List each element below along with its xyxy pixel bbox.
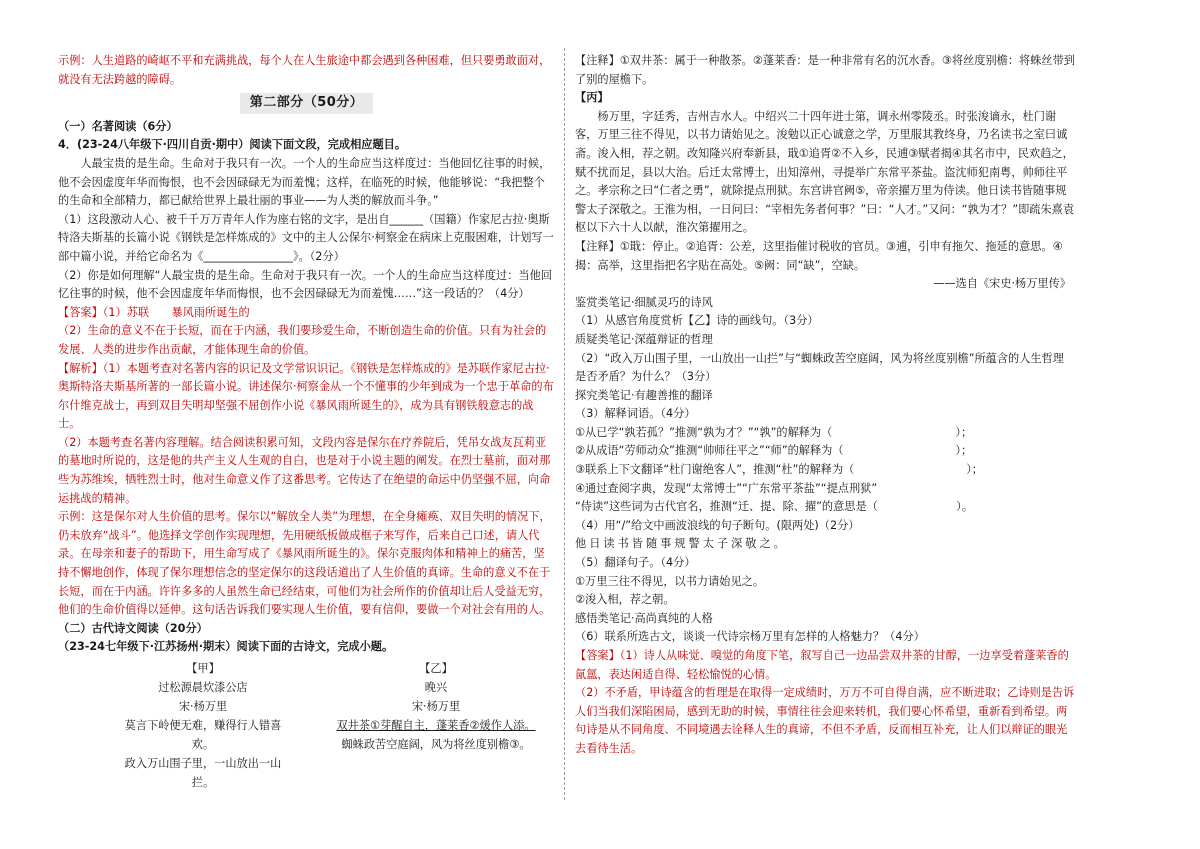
column-divider <box>564 48 565 800</box>
subheading-questioning: 质疑类笔记·深蕴辩证的哲理 <box>575 332 713 346</box>
poems-block <box>58 659 555 789</box>
poem-yi-title: 晚兴 <box>424 681 448 694</box>
question-3-item-4b: “侍读”这些词为古代官名，推测“迁、提、除、擢”的意思是（ ）。 <box>575 500 973 514</box>
example-previous-answer: 示例：人生道路的崎岖不平和充满挑战，每个人在人生旅途中都会遇到各种困难，但只要勇敢面对，就没有无法跨越的障碍。 <box>58 54 551 86</box>
part-two-title: 第二部分（50分） <box>58 93 555 114</box>
poem-jia-line-2: 政入万山围子里，一山放出一山拦。 <box>124 757 282 789</box>
question-5-item-2: ②浚入相，荐之朝。 <box>575 593 675 607</box>
right-column <box>575 52 1075 759</box>
bing-passage: 杨万里，字廷秀，吉州吉水人。中绍兴二十四年进士第，调永州零陵丞。时张浚谪永，杜门谢客，万里三往不得见，以书力请始见之。浚勉以正心诚意之学，万里服其教终身，乃名读书之室曰诚斋。浚入相，荐之朝。改知隆兴府奉新县，戢①追胥②不入乡，民逋③赋者揭④其名市中，民欢趋之，赋不扰而足，县以大治。后迁太常博士，出知漳州，寻提举广东常平茶盐。盗沈师犯南粤，帅师往平之。孝宗称之曰“仁者之勇”，就除提点刑狱。东宫讲官阙⑤，帝亲擢万里为侍读。他日读书皆随事规警太子深敬之。王淮为相，一日问曰：“宰相先务者何事？”曰：“人才。”又问：“孰为才？”即疏朱熹袁枢以下六十人以献，淮次第擢用之。 <box>575 109 1075 235</box>
notes-poem-yi: 【注释】①双井茶：属于一种散茶。②蓬莱香：是一种非常有名的沉水香。③将丝度别檐：将蛛丝带到了别的屋檐下。 <box>575 54 1075 86</box>
analysis-text-2: （2）本题考查名著内容理解。结合阅读积累可知，文段内容是保尔在疗养院后，凭吊女战友瓦莉亚的墓地时所说的，这是他的共产主义人生观的自白，也是对于小说主题的阐发。在烈士墓前，面对那些为苏维埃，牺牲烈士时，他对生命意义作了这番思考。它传达了在绝望的命运中仍坚强不屈，向命运挑战的精神。 <box>58 435 551 505</box>
right-answer-text-2: （2）不矛盾，甲诗蕴含的哲理是在取得一定成绩时，万万不可自得自满，应不断进取；乙诗则是告诉人们当我们深陷困局，感到无助的时候，事情往往会迎来转机，我们要心怀希望，重新看到希望。两句诗是从不同角度、不同境遇去诠释人生的真谛，不但不矛盾，反而相互补充，让人们以辩证的眼光去看待生活。 <box>575 686 1075 755</box>
answer-text-2: （2）生命的意义不在于长短，而在于内涵，我们要珍爱生命，不断创造生命的价值。只有为社会的发展、人类的进步作出贡献，才能体现生命的价值。 <box>58 324 547 356</box>
question-4-passage: 人最宝贵的是生命。生命对于我只有一次。一个人的生命应当这样度过：当他回忆往事的时候，他不会因虚度年华而悔恨，也不会因碌碌无为而羞愧；这样，在临死的时候，他能够说：“我把整个的生命和全部精力，都已献给世界上最壮丽的事业——为人类的解放而斗争。” <box>58 156 551 208</box>
poem-yi-line-2: 蜘蛛政苦空庭阔，风为将丝度别檐③。 <box>341 738 531 751</box>
analysis-label: 【解析】 <box>58 361 103 375</box>
section-2-stem: （23-24七年级下·江苏扬州·期末）阅读下面的古诗文，完成小题。 <box>58 640 394 654</box>
question-4-stem: 4．(23-24八年级下·四川自贡·期中）阅读下面文段，完成相应题目。 <box>58 138 407 152</box>
question-4-part-2: （2）你是如何理解“人最宝贵的是生命。生命对于我只有一次。一个人的生命应当这样度过：当他回忆往事的时候，他不会因虚度年华而悔恨，也不会因碌碌无为而羞愧……”这一段话的？（4分） <box>58 268 552 301</box>
subheading-insight: 感悟类笔记·高尚真纯的人格 <box>575 611 713 625</box>
left-column <box>58 52 555 789</box>
analysis-example: 示例：这是保尔对人生价值的思考。保尔以“解放全人类”为理想，在全身瘫痪、双目失明的情况下，仍未放弃“战斗”。他选择文学创作实现理想，先用硬纸板做成框子来写作，后来自己口述，请人代录。在母亲和妻子的帮助下，用生命写成了《暴风雨所诞生的》。保尔克服肉体和精神上的痛苦，坚持不懈地创作，体现了保尔理想信念的坚定保尔的这段话道出了人生价值的真谛。生命的意义不在于长短，而在于内涵。许许多多的人虽然生命已经结束，可他们为社会所作的价值却让后人受益无穷，他们的生命价值得以延伸。这句话告诉我们要实现人生价值，要有信仰，要做一个对社会有用的人。 <box>58 510 551 617</box>
question-4: （4）用“/”给文中画波浪线的句子断句。(限两处)（2分） <box>575 518 860 532</box>
question-3-item-3: ③联系上下文翻译“杜门谢绝客人”，推测“杜”的解释为（ ）； <box>575 463 983 477</box>
right-answer-label: 【答案】 <box>575 649 620 662</box>
question-3-item-2: ②从成语“劳师动众”推测“帅师往平之”“师”的解释为（ ）； <box>575 444 973 458</box>
poem-jia-title: 过松源晨炊漆公店 <box>158 681 248 694</box>
analysis-block-1 <box>58 360 555 434</box>
question-3-item-1: ①从已学“孰若孤？”推测“孰为才？”“孰”的解释为（ ）； <box>575 425 973 439</box>
poem-jia-line-1: 莫言下岭便无难，赚得行人错喜欢。 <box>124 719 282 751</box>
poem-jia-author: 宋·杨万里 <box>178 700 228 713</box>
question-4-part-1: （1）这段激动人心、被千千万万青年人作为座右铭的文字，是出自______（国籍）作家尼古拉·奥斯特洛夫斯基的长篇小说《钢铁是怎样炼成的》文中的主人公保尔·柯察金在病床上克服困难，计划写一部中篇小说，并给它命名为《________________》。（2分） <box>58 212 554 263</box>
right-answer-block-1 <box>575 647 1075 684</box>
notes-bing: 【注释】①戢：停止。②追胥：公差，这里指催讨税收的官员。③逋，引申有拖欠、拖延的意思。④揭：高举，这里指把名字贴在高处。⑤阙：同“缺”，空缺。 <box>575 239 1063 272</box>
answer-text-1: （1）苏联 暴风雨所诞生的 <box>102 305 250 319</box>
poem-jia <box>118 659 288 792</box>
section-heading-classics: （一）名著阅读（6分） <box>58 119 178 133</box>
question-3-item-4a: ④通过查阅字典，发现“太常博士”“广东常平茶盐”“提点刑狱” <box>575 481 878 495</box>
source-citation: ——选自《宋史·杨万里传》 <box>933 277 1071 291</box>
answer-label: 【答案】 <box>58 305 103 319</box>
question-4-sentence: 他日读书皆随事规警太子深敬之。 <box>575 537 788 551</box>
question-5-item-1: ①万里三往不得见，以书力请始见之。 <box>575 574 765 588</box>
subheading-appreciation: 鉴赏类笔记·细腻灵巧的诗风 <box>575 295 713 309</box>
question-6: （6）联系所选古文，谈谈一代诗宗杨万里有怎样的人格魅力？（4分） <box>575 630 925 644</box>
question-1: （1）从感官角度赏析【乙】诗的画线句。（3分） <box>575 314 819 328</box>
question-5: （5）翻译句子。（4分） <box>575 556 696 570</box>
poem-yi-line-1-underlined: 双井茶①芽醒自主，蓬莱香②煖作人添。 <box>336 719 536 732</box>
bing-label: 【丙】 <box>575 91 609 105</box>
question-3: （3）解释词语。（4分） <box>575 407 696 421</box>
poem-yi-label: 【乙】 <box>419 662 453 675</box>
section-heading-ancient: （二）古代诗文阅读（20分） <box>58 621 208 635</box>
poem-jia-label: 【甲】 <box>186 662 220 675</box>
poem-yi <box>326 659 546 754</box>
analysis-text-1: （1）本题考查对名著内容的识记及文学常识识记。《钢铁是怎样炼成的》是苏联作家尼古拉·奥斯特洛夫斯基所著的一部长篇小说。讲述保尔·柯察金从一个不懂事的少年到成为一个忠于革命的布尔什维克战士，再到双目失明却坚强不屈创作小说《暴风雨所诞生的》，成为具有钢铁般意志的战士。 <box>58 361 554 431</box>
subheading-exploration: 探究类笔记·有趣善推的翻译 <box>575 388 713 402</box>
right-answer-text-1: （1）诗人从味觉、嗅觉的角度下笔，叙写自己一边品尝双井茶的甘醇，一边享受着蓬莱香的氤氲，表达闲适自得、轻松愉悦的心情。 <box>575 649 1069 681</box>
poem-yi-author: 宋·杨万里 <box>411 700 461 713</box>
question-2: （2）“政入万山围子里，一山放出一山拦”与“蜘蛛政苦空庭阔，风为将丝度别檐”所蕴含的人生哲理是否矛盾？为什么？（3分） <box>575 351 1064 384</box>
answer-block-1 <box>58 304 555 323</box>
